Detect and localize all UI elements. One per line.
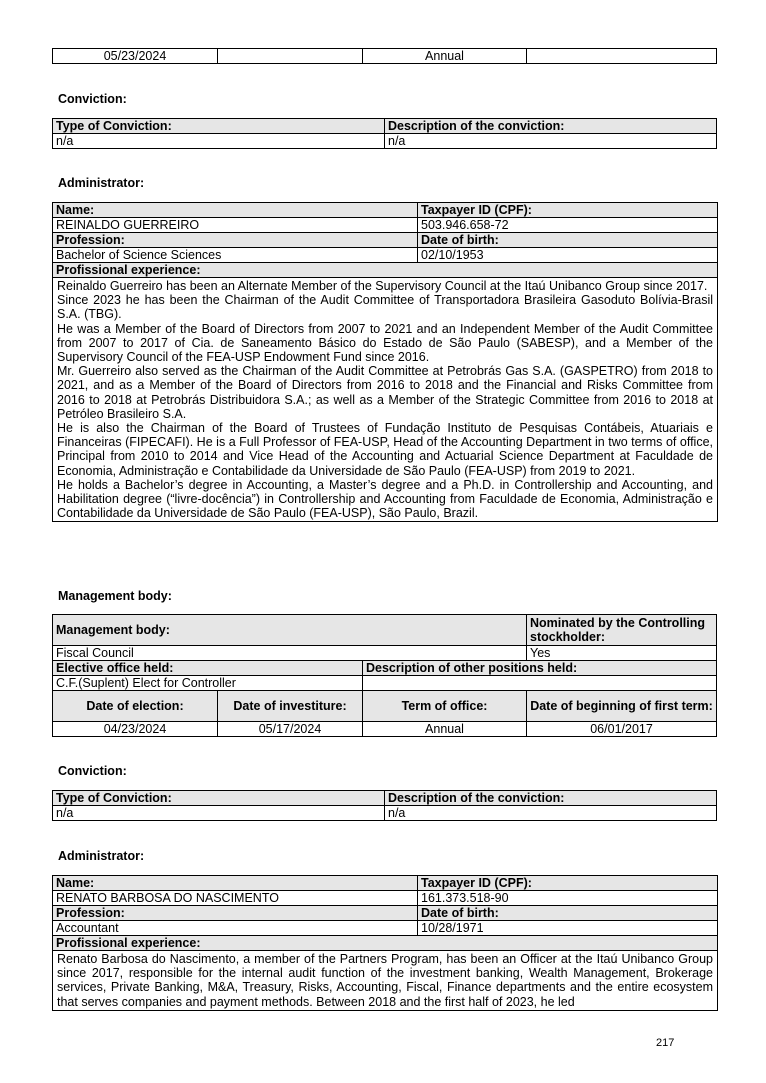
name-value: REINALDO GUERREIRO: [53, 218, 418, 233]
date-first-term-label: Date of beginning of first term:: [527, 691, 717, 722]
taxpayer-id-label: Taxpayer ID (CPF):: [418, 203, 718, 218]
term-of-office-value: Annual: [363, 722, 527, 737]
date-of-birth-value: 02/10/1953: [418, 248, 718, 263]
date-first-term-value: [527, 49, 717, 64]
conviction-table: [52, 118, 717, 149]
management-body-label: Management body:: [53, 615, 527, 646]
profession-value: Bachelor of Science Sciences: [53, 248, 418, 263]
nominated-by-value: Yes: [527, 646, 717, 661]
date-of-birth-label: Date of birth:: [418, 906, 718, 921]
type-of-conviction-value: n/a: [53, 134, 385, 149]
date-of-investiture-value: [218, 49, 363, 64]
professional-experience-text: Renato Barbosa do Nascimento, a member of the Partners Program, has been an Officer at the Itaú Unibanco Group since 2017, responsible for the internal audit function of the investment banking, Wealth Management, Brokerage services, Private Banking, M&A, Treasury, Risks, Accounting, Fiscal, Finance departments and the entire ecosystem that serves companies and payment methods. Between 2018 and the first half of 2023, he led: [53, 951, 718, 1011]
other-positions-value: [363, 676, 717, 691]
description-of-conviction-label: Description of the conviction:: [385, 791, 717, 806]
type-of-conviction-label: Type of Conviction:: [53, 791, 385, 806]
experience-paragraph: He holds a Bachelor’s degree in Accounting, a Master’s degree and a Ph.D. in Controllership and Accounting, and Habilitation degree (“livre-docência”) in Controllership and Accounting from Faculdade de Economia, Administração e Contabilidade da Universidade de São Paulo (FEA-USP), São Paulo, Brazil.: [57, 477, 713, 521]
nominated-by-label: Nominated by the Controlling stockholder:: [527, 615, 717, 646]
type-of-conviction-label: Type of Conviction:: [53, 119, 385, 134]
name-label: Name:: [53, 876, 418, 891]
management-body-heading: Management body:: [58, 589, 172, 603]
top-term-table: [52, 48, 717, 64]
date-of-investiture-value: 05/17/2024: [218, 722, 363, 737]
profession-label: Profession:: [53, 906, 418, 921]
description-of-conviction-value: n/a: [385, 806, 717, 821]
date-of-election-value: 04/23/2024: [53, 722, 218, 737]
taxpayer-id-label: Taxpayer ID (CPF):: [418, 876, 718, 891]
page-number: 217: [656, 1037, 675, 1049]
type-of-conviction-value: n/a: [53, 806, 385, 821]
term-of-office-value: Annual: [363, 49, 527, 64]
profession-label: Profession:: [53, 233, 418, 248]
description-of-conviction-value: n/a: [385, 134, 717, 149]
experience-paragraph: He was a Member of the Board of Directors from 2007 to 2021 and an Independent Member of the Audit Committee from 2007 to 2017 of Cia. de Saneamento Básico do Estado de São Paulo (SABESP), and a Member of the Supervisory Council of the FEA-USP Endowment Fund since 2016.: [57, 321, 713, 365]
conviction-table: [52, 790, 717, 821]
professional-experience-label: Profissional experience:: [53, 263, 718, 278]
experience-paragraph: He is also the Chairman of the Board of Trustees of Fundação Instituto de Pesquisas Contábeis, Atuariais e Financeiras (FIPECAFI). He is a Full Professor of FEA-USP, Head of the Accounting Department in two terms of office, Principal from 2010 to 2014 and Vice Head of the Accounting and Actuarial Science Department at Faculdade de Economia, Administração e Contabilidade da Universidade de São Paulo (FEA-USP) from 2019 to 2021.: [57, 421, 713, 478]
conviction-heading: Conviction:: [58, 92, 127, 106]
date-of-election-value: 05/23/2024: [53, 49, 218, 64]
name-value: RENATO BARBOSA DO NASCIMENTO: [53, 891, 418, 906]
administrator-heading: Administrator:: [58, 849, 145, 863]
date-first-term-value: 06/01/2017: [527, 722, 717, 737]
other-positions-label: Description of other positions held:: [363, 661, 717, 676]
experience-paragraph: Mr. Guerreiro also served as the Chairman of the Audit Committee at Petrobrás Gas S.A. (GASPETRO) from 2018 to 2021, and as a Member of the Board of Directors from 2016 to 2018 and the Financial and Risks Committee from 2016 to 2018 at Petrobrás Distribuidora S.A.; as well as a Member of the Strategic Committee from 2016 to 2018 at Petróleo Brasileiro S.A.: [57, 364, 713, 421]
elective-office-label: Elective office held:: [53, 661, 363, 676]
date-of-investiture-label: Date of investiture:: [218, 691, 363, 722]
professional-experience-label: Profissional experience:: [53, 936, 718, 951]
taxpayer-id-value: 161.373.518-90: [418, 891, 718, 906]
professional-experience-text: [53, 278, 718, 522]
management-body-value: Fiscal Council: [53, 646, 527, 661]
description-of-conviction-label: Description of the conviction:: [385, 119, 717, 134]
administrator-heading: Administrator:: [58, 176, 145, 190]
experience-paragraph: Since 2023 he has been the Chairman of the Audit Committee of Transportadora Brasileira Gasoduto Bolívia-Brasil S.A. (TBG).: [57, 293, 713, 322]
administrator-table: [52, 202, 718, 522]
date-of-birth-label: Date of birth:: [418, 233, 718, 248]
date-of-election-label: Date of election:: [53, 691, 218, 722]
date-of-birth-value: 10/28/1971: [418, 921, 718, 936]
elective-office-value: C.F.(Suplent) Elect for Controller: [53, 676, 363, 691]
taxpayer-id-value: 503.946.658-72: [418, 218, 718, 233]
management-body-table: [52, 614, 717, 737]
administrator-table: [52, 875, 718, 1011]
experience-paragraph: Reinaldo Guerreiro has been an Alternate Member of the Supervisory Council at the Itaú Unibanco Group since 2017.: [57, 279, 708, 293]
name-label: Name:: [53, 203, 418, 218]
term-of-office-label: Term of office:: [363, 691, 527, 722]
profession-value: Accountant: [53, 921, 418, 936]
conviction-heading: Conviction:: [58, 764, 127, 778]
